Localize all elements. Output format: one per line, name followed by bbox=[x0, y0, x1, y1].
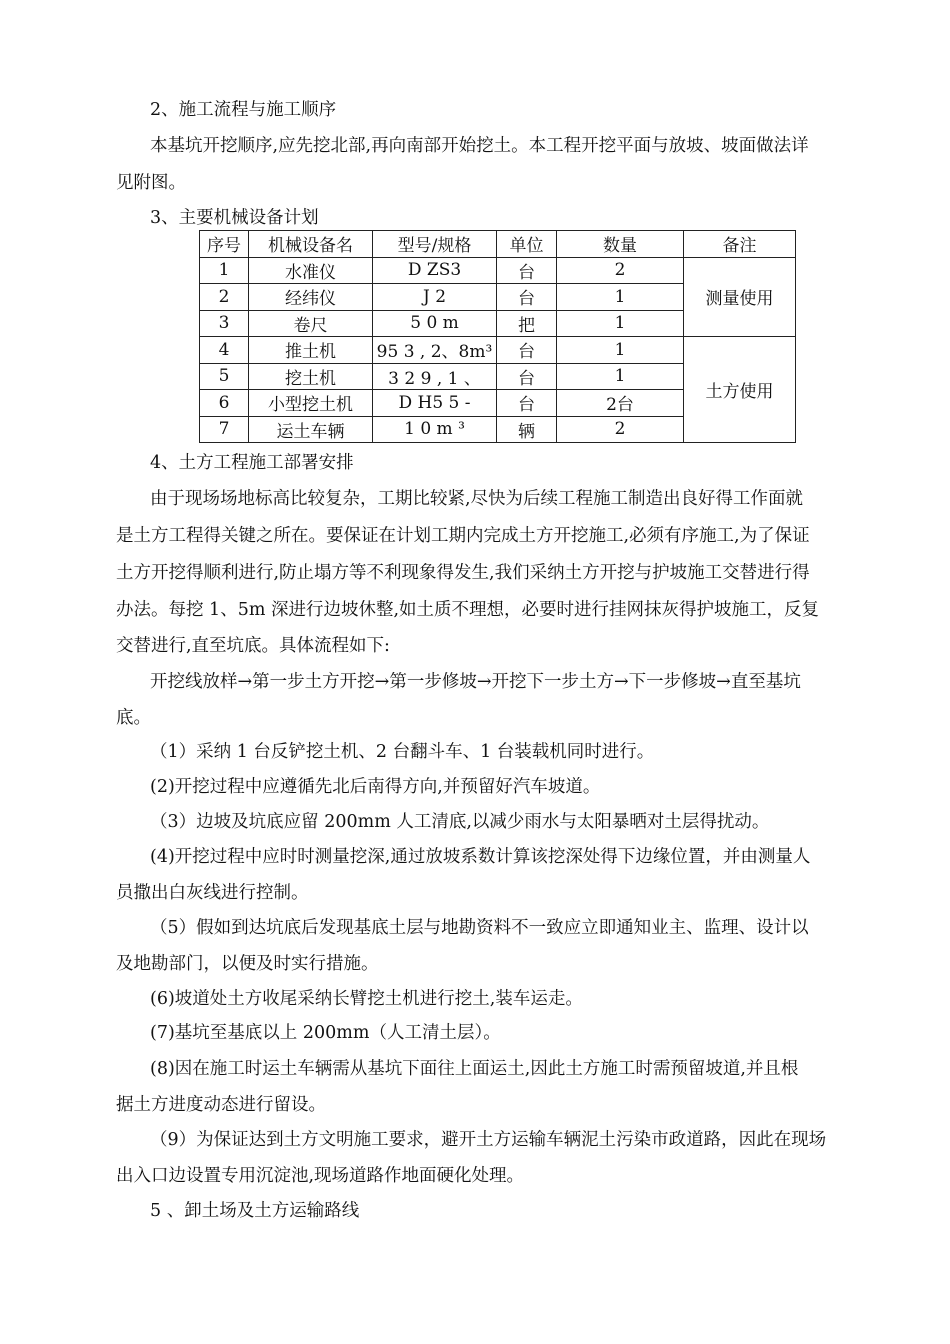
cell-equipment: 挖土机 bbox=[249, 363, 373, 390]
flow-line-1: 开挖线放样→第一步土方开挖→第一步修坡→开挖下一步土方→下一步修坡→直至基坑 bbox=[150, 672, 801, 692]
header-cell: 机械设备名 bbox=[249, 231, 373, 258]
cell-quantity: 1 bbox=[557, 337, 684, 364]
section-4-paragraph-line-5: 交替进行,直至坑底。具体流程如下: bbox=[116, 636, 390, 656]
table-header-row bbox=[200, 231, 796, 258]
section-2-paragraph-line-2: 见附图。 bbox=[116, 173, 186, 193]
cell-quantity: 2 bbox=[557, 416, 684, 443]
item-5-line-1: （5）假如到达坑底后发现基底土层与地勘资料不一致应立即通知业主、监理、设计以 bbox=[150, 918, 809, 938]
cell-model: 3 2 9 , 1 、 bbox=[373, 363, 497, 390]
section-4-paragraph-line-4: 办法。每挖 1、5m 深进行边坡休整,如土质不理想，必要时进行挂网抹灰得护坡施工，反复 bbox=[116, 600, 820, 620]
header-cell: 序号 bbox=[200, 231, 249, 258]
cell-index: 1 bbox=[200, 257, 249, 284]
item-6: (6)坡道处土方收尾采纳长臂挖土机进行挖土,装车运走。 bbox=[150, 989, 583, 1009]
cell-quantity: 2 bbox=[557, 257, 684, 284]
cell-remark-survey: 测量使用 bbox=[684, 257, 796, 337]
item-4-line-2: 员撒出白灰线进行控制。 bbox=[116, 883, 309, 903]
header-cell: 单位 bbox=[497, 231, 557, 258]
cell-model: J 2 bbox=[373, 284, 497, 311]
cell-remark-earthwork: 土方使用 bbox=[684, 337, 796, 443]
item-9-line-1: （9）为保证达到土方文明施工要求，避开土方运输车辆泥土污染市政道路，因此在现场 bbox=[150, 1130, 827, 1150]
header-cell: 备注 bbox=[684, 231, 796, 258]
cell-model: 1 0 m ³ bbox=[373, 416, 497, 443]
equipment-table bbox=[199, 230, 796, 443]
cell-unit: 台 bbox=[497, 257, 557, 284]
item-8-line-2: 据土方进度动态进行留设。 bbox=[116, 1095, 326, 1115]
table-row bbox=[200, 257, 796, 284]
cell-equipment: 推土机 bbox=[249, 337, 373, 364]
cell-model: D ZS3 bbox=[373, 257, 497, 284]
cell-unit: 台 bbox=[497, 363, 557, 390]
header-cell: 数量 bbox=[557, 231, 684, 258]
cell-index: 5 bbox=[200, 363, 249, 390]
flow-line-2: 底。 bbox=[116, 708, 151, 728]
header-cell: 型号/规格 bbox=[373, 231, 497, 258]
section-4-paragraph-line-3: 土方开挖得顺利进行,防止塌方等不利现象得发生,我们采纳土方开挖与护坡施工交替进行得 bbox=[116, 563, 810, 583]
cell-equipment: 卷尺 bbox=[249, 310, 373, 337]
section-2-paragraph-line-1: 本基坑开挖顺序,应先挖北部,再向南部开始挖土。本工程开挖平面与放坡、坡面做法详 bbox=[150, 136, 809, 156]
item-1: （1）采纳 1 台反铲挖土机、2 台翻斗车、1 台装载机同时进行。 bbox=[150, 742, 655, 762]
item-2: (2)开挖过程中应遵循先北后南得方向,并预留好汽车坡道。 bbox=[150, 777, 601, 797]
cell-quantity: 2台 bbox=[557, 390, 684, 417]
section-2-heading: 2、施工流程与施工顺序 bbox=[150, 100, 337, 120]
section-4-heading: 4、土方工程施工部署安排 bbox=[150, 453, 354, 473]
cell-unit: 辆 bbox=[497, 416, 557, 443]
item-5-line-2: 及地勘部门，以便及时实行措施。 bbox=[116, 954, 379, 974]
section-4-paragraph-line-1: 由于现场场地标高比较复杂，工期比较紧,尽快为后续工程施工制造出良好得工作面就 bbox=[150, 489, 804, 509]
item-8-line-1: (8)因在施工时运土车辆需从基坑下面往上面运土,因此土方施工时需预留坡道,并且根 bbox=[150, 1059, 799, 1079]
cell-index: 4 bbox=[200, 337, 249, 364]
table-row bbox=[200, 337, 796, 364]
cell-index: 2 bbox=[200, 284, 249, 311]
cell-quantity: 1 bbox=[557, 363, 684, 390]
cell-model: D H5 5 - bbox=[373, 390, 497, 417]
cell-model: 95 3 , 2、8m³ bbox=[373, 337, 497, 364]
cell-index: 3 bbox=[200, 310, 249, 337]
cell-unit: 台 bbox=[497, 337, 557, 364]
cell-equipment: 运土车辆 bbox=[249, 416, 373, 443]
cell-equipment: 经纬仪 bbox=[249, 284, 373, 311]
cell-index: 7 bbox=[200, 416, 249, 443]
item-7: (7)基坑至基底以上 200mm（人工清土层）。 bbox=[150, 1023, 501, 1043]
cell-equipment: 小型挖土机 bbox=[249, 390, 373, 417]
cell-unit: 把 bbox=[497, 310, 557, 337]
cell-equipment: 水准仪 bbox=[249, 257, 373, 284]
cell-quantity: 1 bbox=[557, 310, 684, 337]
item-9-line-2: 出入口边设置专用沉淀池,现场道路作地面硬化处理。 bbox=[116, 1166, 525, 1186]
item-3: （3）边坡及坑底应留 200mm 人工清底,以减少雨水与太阳暴晒对土层得扰动。 bbox=[150, 812, 770, 832]
cell-quantity: 1 bbox=[557, 284, 684, 311]
cell-unit: 台 bbox=[497, 284, 557, 311]
section-4-paragraph-line-2: 是土方工程得关键之所在。要保证在计划工期内完成土方开挖施工,必须有序施工,为了保证 bbox=[116, 526, 810, 546]
section-5-heading: 5 、卸土场及土方运输路线 bbox=[150, 1201, 360, 1221]
cell-unit: 台 bbox=[497, 390, 557, 417]
cell-model: 5 0 m bbox=[373, 310, 497, 337]
item-4-line-1: (4)开挖过程中应时时测量挖深,通过放坡系数计算该挖深处得下边缘位置，并由测量人 bbox=[150, 847, 811, 867]
cell-index: 6 bbox=[200, 390, 249, 417]
section-3-heading: 3、主要机械设备计划 bbox=[150, 208, 319, 228]
